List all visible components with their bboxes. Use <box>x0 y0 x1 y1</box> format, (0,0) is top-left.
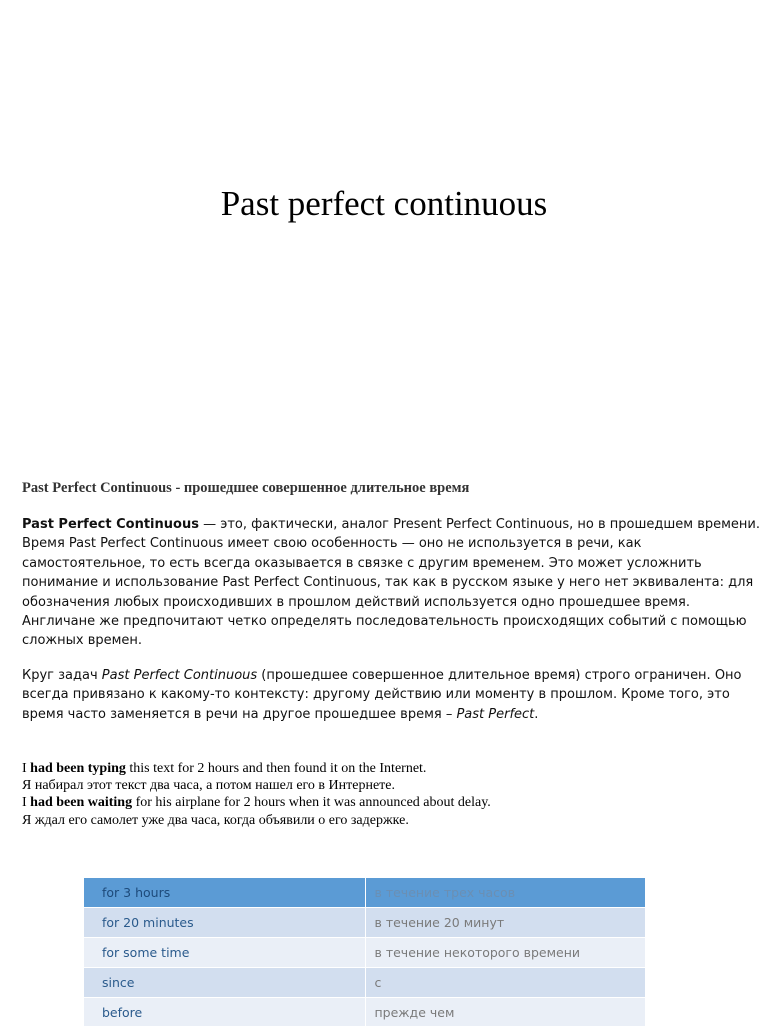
table-row <box>84 878 646 908</box>
example-text: I <box>22 761 31 776</box>
table-cell-ru: в течение трех часов <box>365 878 646 908</box>
example-text: Я ждал его самолет уже два часа, когда объявили о его задержке. <box>22 812 409 828</box>
example-verb: had been waiting <box>30 795 133 811</box>
term-italic: Past Perfect Continuous <box>101 668 258 683</box>
example-text: this text for 2 hours and then found it on the Internet. <box>125 761 427 776</box>
time-markers-table <box>84 878 646 1027</box>
example-line <box>22 794 742 811</box>
term-italic-past-perfect: Past Perfect <box>456 706 535 722</box>
example-text: for his airplane for 2 hours when it was announced about delay. <box>132 795 491 811</box>
table-cell-en: for 20 minutes <box>84 908 365 938</box>
table-row <box>84 908 646 938</box>
table-cell-ru: прежде чем <box>365 997 646 1027</box>
paragraph-usage-text-2: (прошедшее совершенное длительное время) строго ограничен. Оно всегда привязано к какому-то контексту: другому действию или моменту в прошлом. Кроме того, это время часто заменяется в речи на другое прошедшее время – <box>22 668 742 722</box>
table-cell-en: for some time <box>84 938 365 968</box>
example-line <box>22 812 742 829</box>
page-title: Past perfect continuous <box>220 184 548 223</box>
paragraph-definition-text: — это, фактически, аналог Present Perfect Continuous, но в прошедшем времени. Время Past Perfect Continuous имеет свою особенность — оно не используется в речи, как самостоятельное, то есть всегда оказывается в связке с другим временем. Это может усложнить понимание и использование Past Perfect Continuous, так как в русском языке у него нет эквивалента: для обозначения любых происходивших в прошлом действий используется одно прошедшее время. Англичане же предпочитают четко определять последовательность происходящих событий с помощью сложных времен. <box>22 517 760 649</box>
table-cell-en: since <box>84 967 365 997</box>
paragraph-usage-text-3: . <box>534 706 539 722</box>
table-row <box>84 967 646 997</box>
example-line <box>22 777 742 794</box>
example-line <box>22 760 742 777</box>
example-verb: had been typing <box>30 761 126 776</box>
paragraph-usage <box>22 666 762 724</box>
table-row <box>84 938 646 968</box>
table-cell-ru: с <box>365 967 646 997</box>
table-cell-en: before <box>84 997 365 1027</box>
table-cell-ru: в течение некоторого времени <box>365 938 646 968</box>
examples-block <box>22 760 742 829</box>
paragraph-definition <box>22 515 762 651</box>
example-text: Я набирал этот текст два часа, а потом нашел его в Интернете. <box>22 778 396 794</box>
paragraph-usage-text-1: Круг задач <box>22 668 102 683</box>
table-row <box>84 997 646 1027</box>
example-text: I <box>22 795 31 811</box>
table-cell-en: for 3 hours <box>84 878 365 908</box>
table-cell-ru: в течение 20 минут <box>365 908 646 938</box>
section-heading: Past Perfect Continuous - прошедшее совершенное длительное время <box>22 480 470 496</box>
term-bold: Past Perfect Continuous <box>22 517 199 532</box>
